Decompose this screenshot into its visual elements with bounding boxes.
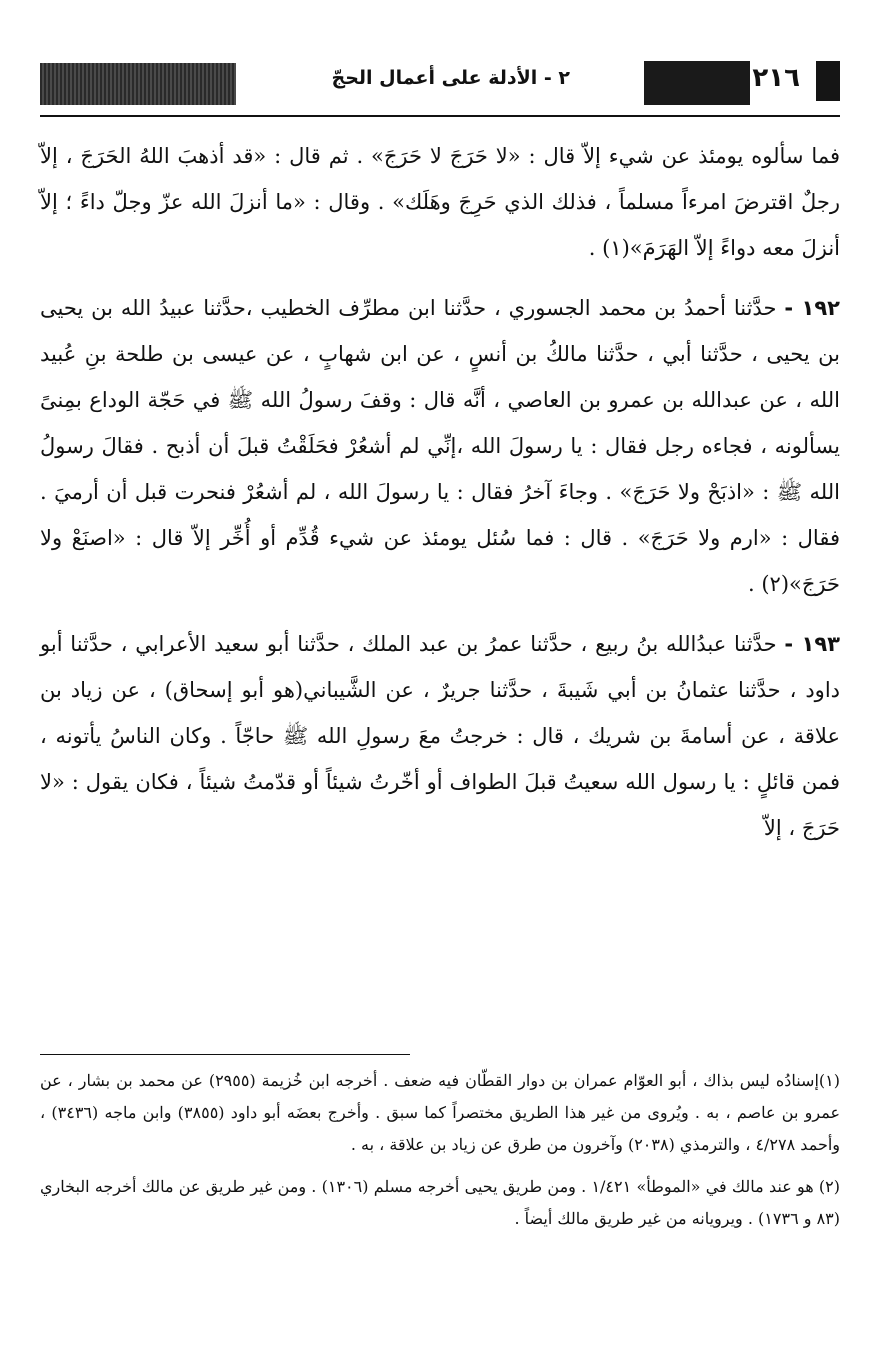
hadith-192 <box>40 285 840 607</box>
hadith-number: ١٩٣ - <box>784 632 840 656</box>
hadith-number: ١٩٢ - <box>784 296 840 320</box>
header-ornament-block <box>644 61 750 105</box>
footnote-divider <box>40 1054 410 1055</box>
hadith-193 <box>40 621 840 851</box>
page-header <box>40 55 840 117</box>
footnote-2: (٢) هو عند مالك في «الموطأ» ١/٤٢١ . ومن طريق يحيى أخرجه مسلم (١٣٠٦) . ومن غير طريق عن مالك أخرجه البخاري (٨٣ و ١٧٣٦) . ويرويانه من غير طريق مالك أيضاً . <box>40 1177 841 1228</box>
page-number: ٢١٦ <box>752 63 800 93</box>
hadith-text: حدَّثنا عبدُالله بنُ ربيع ، حدَّثنا عمرُ بن عبد الملك ، حدَّثنا أبو سعيد الأعرابي ، حدَّثنا أبو داود ، حدَّثنا عثمانُ بن أبي شَيبةَ ، حدَّثنا جريرٌ ، عن الشَّيباني(هو أبو إسحاق) ، عن زياد بن علاقة ، عن أسامةَ بن شريك ، قال : خرجتُ معَ رسولِ الله ﷺ حاجّاً . وكان الناسُ يأتونه ، فمن قائلٍ : يا رسول الله سعيتُ قبلَ الطواف أو أخّرتُ شيئاً أو قدّمتُ شيئاً ، فكان يقول : «لا حَرَجَ ، إلاّ <box>40 632 840 840</box>
main-text <box>40 133 840 851</box>
footnotes <box>40 1065 840 1245</box>
paragraph-continuation: فما سألوه يومئذ عن شيء إلاّ قال : «لا حَرَجَ لا حَرَجَ» . ثم قال : «قد أذهبَ اللهُ الحَرَجَ ، إلاّ رجلٌ اقترضَ امرءاً مسلماً ، فذلك الذي حَرِجَ وهَلَك» . وقال : «ما أنزلَ الله عزّ وجلّ داءً ؛ إلاّ أنزلَ معه دواءً إلاّ الهَرَمَ»(١) . <box>40 144 840 260</box>
hadith-text: حدَّثنا أحمدُ بن محمد الجسوري ، حدَّثنا ابن مطرِّف الخطيب ،حدَّثنا عبيدُ الله بن يحيى بن يحيى ، حدَّثنا أبي ، حدَّثنا مالكُ بن أنسٍ ، عن ابن شهابٍ ، عن عيسى بن طلحة بنِ عُبيد الله ، عن عبدالله بن عمرو بن العاصي ، أنَّه قال : وقفَ رسولُ الله ﷺ في حَجّة الوداع بمِنىً يسألونه ، فجاءه رجل فقال : يا رسولَ الله ،إنِّي لم أشعُرْ فحَلَقْتُ قبلَ أن أذبح . فقالَ رسولُ الله ﷺ : «اذبَحْ ولا حَرَجَ» . وجاءَ آخرُ فقال : يا رسولَ الله ، لم أشعُرْ فنحرت قبل أن أرميَ . فقال : «ارم ولا حَرَجَ» . قال : فما سُئل يومئذ عن شيء قُدِّم أو أُخِّر إلاّ قال : «اصنَعْ ولا حَرَجَ»(٢) . <box>40 296 840 596</box>
header-ornament-bar <box>816 61 840 101</box>
footnote-1: (١)إسنادُه ليس بذاك ، أبو العوّام عمران بن دوار القطّان فيه ضعف . أخرجه ابن خُزيمة (٢٩٥٥) عن محمد بن بشار ، عن عمرو بن عاصم ، به . ويُروى من غير هذا الطريق مختصراً كما سبق . وأخرج بعضَه أبو داود (٣٨٥٥) وابن ماجه (٣٤٣٦) ، وأحمد ٤/٢٧٨ ، والترمذي (٢٠٣٨) وآخرون من طرق عن زياد بن علاقة ، به . <box>40 1071 840 1154</box>
header-ornament-pattern <box>40 63 236 105</box>
book-page <box>40 55 840 1345</box>
running-title: ٢ - الأدلة على أعمال الحجّ <box>331 67 570 89</box>
